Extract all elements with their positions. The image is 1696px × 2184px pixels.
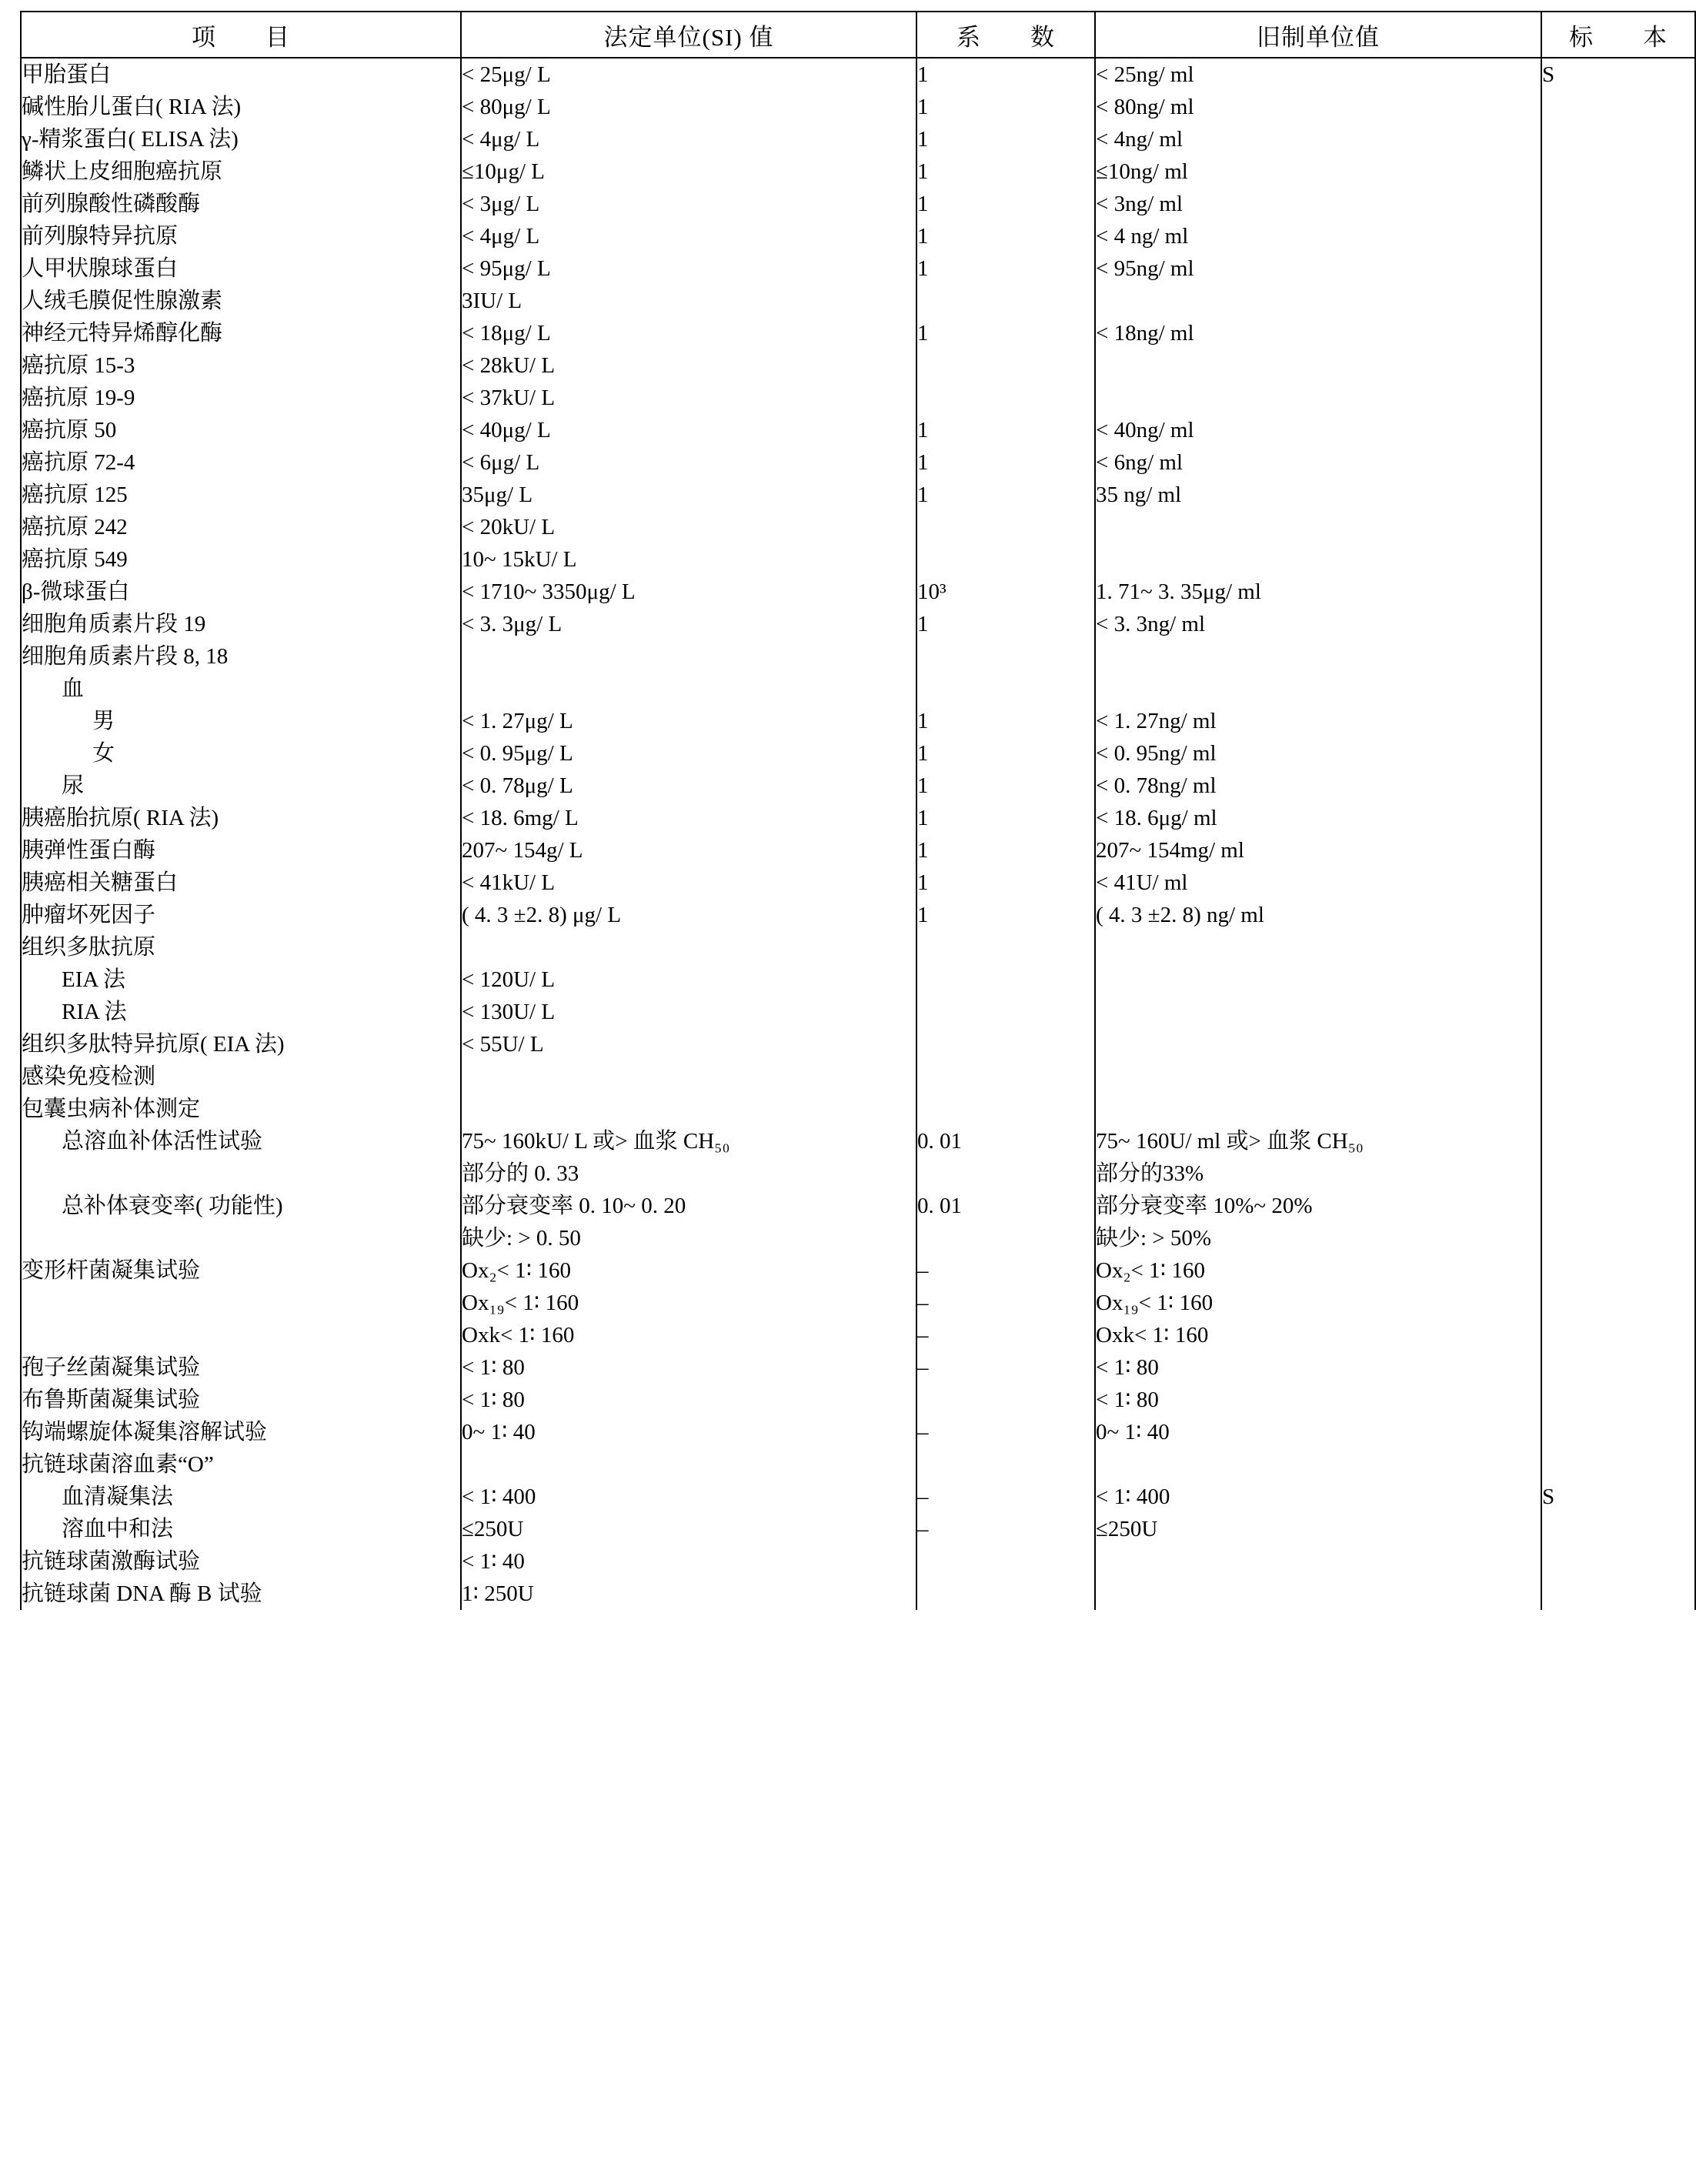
cell-item: γ-精浆蛋白( ELISA 法): [21, 123, 461, 155]
cell-coefficient: [916, 931, 1095, 963]
column-header-si: 法定单位(SI) 值: [461, 12, 916, 58]
table-row: [21, 1351, 1695, 1384]
cell-specimen: [1541, 317, 1695, 349]
cell-old-unit-value: < 1∶ 80: [1095, 1351, 1541, 1384]
cell-coefficient: 1: [916, 252, 1095, 285]
cell-old-unit-value: [1095, 673, 1541, 705]
cell-specimen: [1541, 511, 1695, 543]
cell-coefficient: [916, 1222, 1095, 1254]
cell-old-unit-value: < 4 ng/ ml: [1095, 220, 1541, 252]
header-row: [21, 12, 1695, 58]
cell-old-unit-value: [1095, 1578, 1541, 1610]
cell-item: 前列腺特异抗原: [21, 220, 461, 252]
cell-coefficient: –: [916, 1254, 1095, 1287]
cell-si-value: < 1∶ 40: [461, 1545, 916, 1578]
table-row: [21, 382, 1695, 414]
cell-item: 组织多肽抗原: [21, 931, 461, 963]
cell-coefficient: 1: [916, 317, 1095, 349]
cell-specimen: [1541, 1190, 1695, 1222]
cell-coefficient: 0. 01: [916, 1125, 1095, 1157]
cell-specimen: [1541, 252, 1695, 285]
cell-si-value: [461, 1448, 916, 1481]
cell-coefficient: 1: [916, 414, 1095, 446]
cell-old-unit-value: [1095, 1448, 1541, 1481]
cell-specimen: [1541, 931, 1695, 963]
cell-item: 布鲁斯菌凝集试验: [21, 1384, 461, 1416]
table-body: [21, 58, 1695, 1610]
cell-specimen: [1541, 1384, 1695, 1416]
cell-old-unit-value: < 18ng/ ml: [1095, 317, 1541, 349]
cell-specimen: [1541, 802, 1695, 834]
cell-coefficient: 1: [916, 705, 1095, 737]
cell-specimen: [1541, 543, 1695, 576]
table-row: [21, 58, 1695, 91]
cell-old-unit-value: [1095, 1093, 1541, 1125]
cell-specimen: [1541, 705, 1695, 737]
cell-old-unit-value: [1095, 1028, 1541, 1060]
cell-coefficient: 1: [916, 867, 1095, 899]
table-row: [21, 705, 1695, 737]
table-row: [21, 1125, 1695, 1157]
cell-item: 人绒毛膜促性腺激素: [21, 285, 461, 317]
cell-coefficient: [916, 1578, 1095, 1610]
cell-si-value: < 3μg/ L: [461, 188, 916, 220]
table-row: [21, 673, 1695, 705]
cell-item: [21, 1157, 461, 1190]
table-row: [21, 931, 1695, 963]
cell-specimen: [1541, 188, 1695, 220]
cell-specimen: [1541, 1254, 1695, 1287]
cell-old-unit-value: < 40ng/ ml: [1095, 414, 1541, 446]
table-row: [21, 446, 1695, 479]
table-row: [21, 608, 1695, 640]
cell-coefficient: [916, 1157, 1095, 1190]
table-row: [21, 996, 1695, 1028]
cell-coefficient: –: [916, 1351, 1095, 1384]
table-row: [21, 963, 1695, 996]
cell-si-value: < 4μg/ L: [461, 220, 916, 252]
cell-si-value: 1∶ 250U: [461, 1578, 916, 1610]
table-row: [21, 317, 1695, 349]
cell-coefficient: [916, 1448, 1095, 1481]
cell-si-value: < 120U/ L: [461, 963, 916, 996]
table-row: [21, 867, 1695, 899]
cell-item: 癌抗原 15-3: [21, 349, 461, 382]
cell-item: 胰弹性蛋白酶: [21, 834, 461, 867]
column-header-specimen: 标 本: [1541, 12, 1695, 58]
cell-coefficient: [916, 673, 1095, 705]
cell-specimen: [1541, 1319, 1695, 1351]
cell-item: 钩端螺旋体凝集溶解试验: [21, 1416, 461, 1448]
cell-si-value: 缺少: > 0. 50: [461, 1222, 916, 1254]
cell-item: RIA 法: [21, 996, 461, 1028]
cell-item: 碱性胎儿蛋白( RIA 法): [21, 91, 461, 123]
cell-coefficient: 1: [916, 123, 1095, 155]
table-row: [21, 770, 1695, 802]
cell-specimen: [1541, 1545, 1695, 1578]
cell-item: 癌抗原 549: [21, 543, 461, 576]
cell-old-unit-value: ≤250U: [1095, 1513, 1541, 1545]
cell-old-unit-value: < 4ng/ ml: [1095, 123, 1541, 155]
cell-si-value: < 1. 27μg/ L: [461, 705, 916, 737]
cell-old-unit-value: [1095, 931, 1541, 963]
cell-coefficient: [916, 1384, 1095, 1416]
cell-si-value: Ox₁₉< 1∶ 160: [461, 1287, 916, 1319]
cell-old-unit-value: Ox₂< 1∶ 160: [1095, 1254, 1541, 1287]
cell-item: 癌抗原 19-9: [21, 382, 461, 414]
cell-si-value: < 80μg/ L: [461, 91, 916, 123]
table-row: [21, 285, 1695, 317]
cell-specimen: [1541, 996, 1695, 1028]
cell-item: [21, 1319, 461, 1351]
cell-si-value: < 95μg/ L: [461, 252, 916, 285]
cell-old-unit-value: < 6ng/ ml: [1095, 446, 1541, 479]
cell-coefficient: –: [916, 1481, 1095, 1513]
cell-old-unit-value: < 1. 27ng/ ml: [1095, 705, 1541, 737]
table-row: [21, 349, 1695, 382]
cell-specimen: [1541, 576, 1695, 608]
cell-specimen: [1541, 899, 1695, 931]
cell-si-value: < 3. 3μg/ L: [461, 608, 916, 640]
cell-item: 抗链球菌溶血素“O”: [21, 1448, 461, 1481]
cell-item: 癌抗原 242: [21, 511, 461, 543]
cell-specimen: [1541, 479, 1695, 511]
cell-specimen: [1541, 123, 1695, 155]
cell-old-unit-value: 缺少: > 50%: [1095, 1222, 1541, 1254]
cell-item: 抗链球菌 DNA 酶 B 试验: [21, 1578, 461, 1610]
cell-old-unit-value: < 18. 6μg/ ml: [1095, 802, 1541, 834]
cell-coefficient: 1: [916, 188, 1095, 220]
cell-old-unit-value: < 0. 78ng/ ml: [1095, 770, 1541, 802]
cell-old-unit-value: < 41U/ ml: [1095, 867, 1541, 899]
column-header-coefficient: 系 数: [916, 12, 1095, 58]
cell-old-unit-value: [1095, 1060, 1541, 1093]
cell-old-unit-value: [1095, 285, 1541, 317]
cell-coefficient: 1: [916, 899, 1095, 931]
cell-item: 男: [21, 705, 461, 737]
table-row: [21, 737, 1695, 770]
cell-item: 甲胎蛋白: [21, 58, 461, 91]
cell-item: EIA 法: [21, 963, 461, 996]
cell-coefficient: 1: [916, 155, 1095, 188]
cell-item: 血清凝集法: [21, 1481, 461, 1513]
cell-old-unit-value: < 0. 95ng/ ml: [1095, 737, 1541, 770]
cell-si-value: < 20kU/ L: [461, 511, 916, 543]
cell-si-value: [461, 673, 916, 705]
cell-si-value: 部分衰变率 0. 10~ 0. 20: [461, 1190, 916, 1222]
table-row: [21, 1448, 1695, 1481]
cell-old-unit-value: 35 ng/ ml: [1095, 479, 1541, 511]
cell-coefficient: 1: [916, 479, 1095, 511]
cell-si-value: < 4μg/ L: [461, 123, 916, 155]
cell-si-value: < 37kU/ L: [461, 382, 916, 414]
cell-si-value: Oxk< 1∶ 160: [461, 1319, 916, 1351]
cell-si-value: < 55U/ L: [461, 1028, 916, 1060]
table-row: [21, 155, 1695, 188]
cell-specimen: [1541, 1060, 1695, 1093]
table-row: [21, 123, 1695, 155]
cell-old-unit-value: 部分衰变率 10%~ 20%: [1095, 1190, 1541, 1222]
cell-specimen: [1541, 1093, 1695, 1125]
cell-specimen: [1541, 285, 1695, 317]
cell-si-value: < 130U/ L: [461, 996, 916, 1028]
cell-old-unit-value: < 80ng/ ml: [1095, 91, 1541, 123]
cell-coefficient: [916, 996, 1095, 1028]
cell-old-unit-value: [1095, 640, 1541, 673]
table-row: [21, 802, 1695, 834]
cell-coefficient: –: [916, 1416, 1095, 1448]
cell-old-unit-value: Oxk< 1∶ 160: [1095, 1319, 1541, 1351]
cell-specimen: [1541, 382, 1695, 414]
cell-coefficient: 1: [916, 58, 1095, 91]
cell-old-unit-value: 1. 71~ 3. 35μg/ ml: [1095, 576, 1541, 608]
cell-item: 癌抗原 125: [21, 479, 461, 511]
cell-si-value: < 1∶ 80: [461, 1384, 916, 1416]
table-row: [21, 1416, 1695, 1448]
table-row: [21, 640, 1695, 673]
cell-specimen: [1541, 1222, 1695, 1254]
cell-specimen: S: [1541, 1481, 1695, 1513]
cell-coefficient: –: [916, 1319, 1095, 1351]
cell-si-value: Ox₂< 1∶ 160: [461, 1254, 916, 1287]
cell-si-value: 3IU/ L: [461, 285, 916, 317]
cell-old-unit-value: [1095, 349, 1541, 382]
cell-specimen: S: [1541, 58, 1695, 91]
table-row: [21, 188, 1695, 220]
cell-item: 细胞角质素片段 19: [21, 608, 461, 640]
cell-si-value: 75~ 160kU/ L 或> 血浆 CH₅₀: [461, 1125, 916, 1157]
cell-si-value: < 1∶ 400: [461, 1481, 916, 1513]
cell-old-unit-value: < 1∶ 400: [1095, 1481, 1541, 1513]
cell-specimen: [1541, 834, 1695, 867]
cell-si-value: < 0. 78μg/ L: [461, 770, 916, 802]
cell-coefficient: 1: [916, 770, 1095, 802]
table-row: [21, 1578, 1695, 1610]
table-row: [21, 1028, 1695, 1060]
cell-item: 组织多肽特异抗原( EIA 法): [21, 1028, 461, 1060]
cell-si-value: 10~ 15kU/ L: [461, 543, 916, 576]
table-row: [21, 414, 1695, 446]
cell-coefficient: 1: [916, 220, 1095, 252]
table-row: [21, 1060, 1695, 1093]
cell-si-value: [461, 1060, 916, 1093]
cell-si-value: 207~ 154g/ L: [461, 834, 916, 867]
cell-specimen: [1541, 673, 1695, 705]
cell-item: 血: [21, 673, 461, 705]
cell-coefficient: [916, 1093, 1095, 1125]
cell-coefficient: –: [916, 1287, 1095, 1319]
cell-item: 尿: [21, 770, 461, 802]
cell-coefficient: [916, 963, 1095, 996]
table-row: [21, 1254, 1695, 1287]
cell-specimen: [1541, 770, 1695, 802]
cell-old-unit-value: < 3. 3ng/ ml: [1095, 608, 1541, 640]
cell-item: 感染免疫检测: [21, 1060, 461, 1093]
cell-specimen: [1541, 640, 1695, 673]
cell-item: 抗链球菌激酶试验: [21, 1545, 461, 1578]
cell-coefficient: 10³: [916, 576, 1095, 608]
cell-coefficient: [916, 285, 1095, 317]
cell-item: 癌抗原 72-4: [21, 446, 461, 479]
table-row: [21, 1157, 1695, 1190]
cell-old-unit-value: 75~ 160U/ ml 或> 血浆 CH₅₀: [1095, 1125, 1541, 1157]
table-row: [21, 91, 1695, 123]
cell-specimen: [1541, 1125, 1695, 1157]
cell-item: 神经元特异烯醇化酶: [21, 317, 461, 349]
cell-item: 前列腺酸性磷酸酶: [21, 188, 461, 220]
table-row: [21, 1222, 1695, 1254]
table-row: [21, 576, 1695, 608]
cell-specimen: [1541, 1157, 1695, 1190]
cell-item: 癌抗原 50: [21, 414, 461, 446]
cell-specimen: [1541, 155, 1695, 188]
table-row: [21, 1481, 1695, 1513]
cell-coefficient: –: [916, 1513, 1095, 1545]
table-row: [21, 1093, 1695, 1125]
table-row: [21, 1287, 1695, 1319]
cell-old-unit-value: < 25ng/ ml: [1095, 58, 1541, 91]
column-header-item: 项 目: [21, 12, 461, 58]
cell-coefficient: [916, 1028, 1095, 1060]
cell-si-value: 部分的 0. 33: [461, 1157, 916, 1190]
cell-si-value: < 25μg/ L: [461, 58, 916, 91]
table-row: [21, 220, 1695, 252]
cell-specimen: [1541, 1028, 1695, 1060]
cell-specimen: [1541, 963, 1695, 996]
cell-coefficient: 1: [916, 737, 1095, 770]
cell-coefficient: 1: [916, 608, 1095, 640]
cell-si-value: [461, 640, 916, 673]
cell-coefficient: [916, 640, 1095, 673]
table-row: [21, 479, 1695, 511]
cell-si-value: 0~ 1∶ 40: [461, 1416, 916, 1448]
table-row: [21, 1545, 1695, 1578]
cell-specimen: [1541, 220, 1695, 252]
cell-item: 包囊虫病补体测定: [21, 1093, 461, 1125]
cell-old-unit-value: [1095, 382, 1541, 414]
cell-old-unit-value: 0~ 1∶ 40: [1095, 1416, 1541, 1448]
cell-coefficient: 1: [916, 802, 1095, 834]
cell-item: 鳞状上皮细胞癌抗原: [21, 155, 461, 188]
cell-item: 总补体衰变率( 功能性): [21, 1190, 461, 1222]
cell-item: [21, 1287, 461, 1319]
cell-old-unit-value: ( 4. 3 ±2. 8) ng/ ml: [1095, 899, 1541, 931]
cell-coefficient: [916, 1545, 1095, 1578]
column-header-old-unit: 旧制单位值: [1095, 12, 1541, 58]
cell-old-unit-value: [1095, 996, 1541, 1028]
cell-item: 女: [21, 737, 461, 770]
cell-si-value: ( 4. 3 ±2. 8) μg/ L: [461, 899, 916, 931]
cell-coefficient: 1: [916, 446, 1095, 479]
cell-specimen: [1541, 91, 1695, 123]
cell-item: 肿瘤坏死因子: [21, 899, 461, 931]
table-row: [21, 1513, 1695, 1545]
cell-specimen: [1541, 1578, 1695, 1610]
table-row: [21, 511, 1695, 543]
cell-item: [21, 1222, 461, 1254]
cell-specimen: [1541, 349, 1695, 382]
reference-values-table: [20, 11, 1696, 1610]
cell-coefficient: [916, 382, 1095, 414]
cell-si-value: < 1710~ 3350μg/ L: [461, 576, 916, 608]
cell-item: 孢子丝菌凝集试验: [21, 1351, 461, 1384]
cell-specimen: [1541, 737, 1695, 770]
cell-si-value: [461, 1093, 916, 1125]
table-row: [21, 252, 1695, 285]
cell-specimen: [1541, 1513, 1695, 1545]
cell-si-value: < 1∶ 80: [461, 1351, 916, 1384]
cell-si-value: < 6μg/ L: [461, 446, 916, 479]
cell-specimen: [1541, 1351, 1695, 1384]
cell-si-value: < 0. 95μg/ L: [461, 737, 916, 770]
cell-si-value: ≤10μg/ L: [461, 155, 916, 188]
cell-specimen: [1541, 446, 1695, 479]
cell-item: 人甲状腺球蛋白: [21, 252, 461, 285]
table-row: [21, 1190, 1695, 1222]
table-row: [21, 1384, 1695, 1416]
cell-old-unit-value: < 95ng/ ml: [1095, 252, 1541, 285]
cell-si-value: < 40μg/ L: [461, 414, 916, 446]
table-row: [21, 543, 1695, 576]
cell-si-value: < 18. 6mg/ L: [461, 802, 916, 834]
cell-old-unit-value: Ox₁₉< 1∶ 160: [1095, 1287, 1541, 1319]
table-row: [21, 1319, 1695, 1351]
cell-coefficient: [916, 1060, 1095, 1093]
table-header: [21, 12, 1695, 58]
cell-coefficient: [916, 511, 1095, 543]
cell-specimen: [1541, 1416, 1695, 1448]
cell-si-value: < 41kU/ L: [461, 867, 916, 899]
cell-old-unit-value: [1095, 543, 1541, 576]
cell-item: 胰癌胎抗原( RIA 法): [21, 802, 461, 834]
cell-specimen: [1541, 1448, 1695, 1481]
cell-item: 总溶血补体活性试验: [21, 1125, 461, 1157]
cell-old-unit-value: < 1∶ 80: [1095, 1384, 1541, 1416]
cell-coefficient: [916, 543, 1095, 576]
cell-specimen: [1541, 414, 1695, 446]
cell-si-value: < 28kU/ L: [461, 349, 916, 382]
cell-specimen: [1541, 1287, 1695, 1319]
cell-old-unit-value: 207~ 154mg/ ml: [1095, 834, 1541, 867]
cell-old-unit-value: [1095, 511, 1541, 543]
cell-item: β-微球蛋白: [21, 576, 461, 608]
table-row: [21, 899, 1695, 931]
cell-item: 胰癌相关糖蛋白: [21, 867, 461, 899]
cell-si-value: 35μg/ L: [461, 479, 916, 511]
cell-coefficient: 0. 01: [916, 1190, 1095, 1222]
cell-si-value: ≤250U: [461, 1513, 916, 1545]
cell-item: 变形杆菌凝集试验: [21, 1254, 461, 1287]
cell-old-unit-value: 部分的33%: [1095, 1157, 1541, 1190]
cell-old-unit-value: [1095, 963, 1541, 996]
cell-item: 溶血中和法: [21, 1513, 461, 1545]
cell-old-unit-value: [1095, 1545, 1541, 1578]
cell-coefficient: 1: [916, 91, 1095, 123]
cell-specimen: [1541, 867, 1695, 899]
cell-old-unit-value: ≤10ng/ ml: [1095, 155, 1541, 188]
cell-specimen: [1541, 608, 1695, 640]
cell-old-unit-value: < 3ng/ ml: [1095, 188, 1541, 220]
cell-si-value: < 18μg/ L: [461, 317, 916, 349]
cell-coefficient: 1: [916, 834, 1095, 867]
cell-si-value: [461, 931, 916, 963]
table-row: [21, 834, 1695, 867]
cell-coefficient: [916, 349, 1095, 382]
cell-item: 细胞角质素片段 8, 18: [21, 640, 461, 673]
